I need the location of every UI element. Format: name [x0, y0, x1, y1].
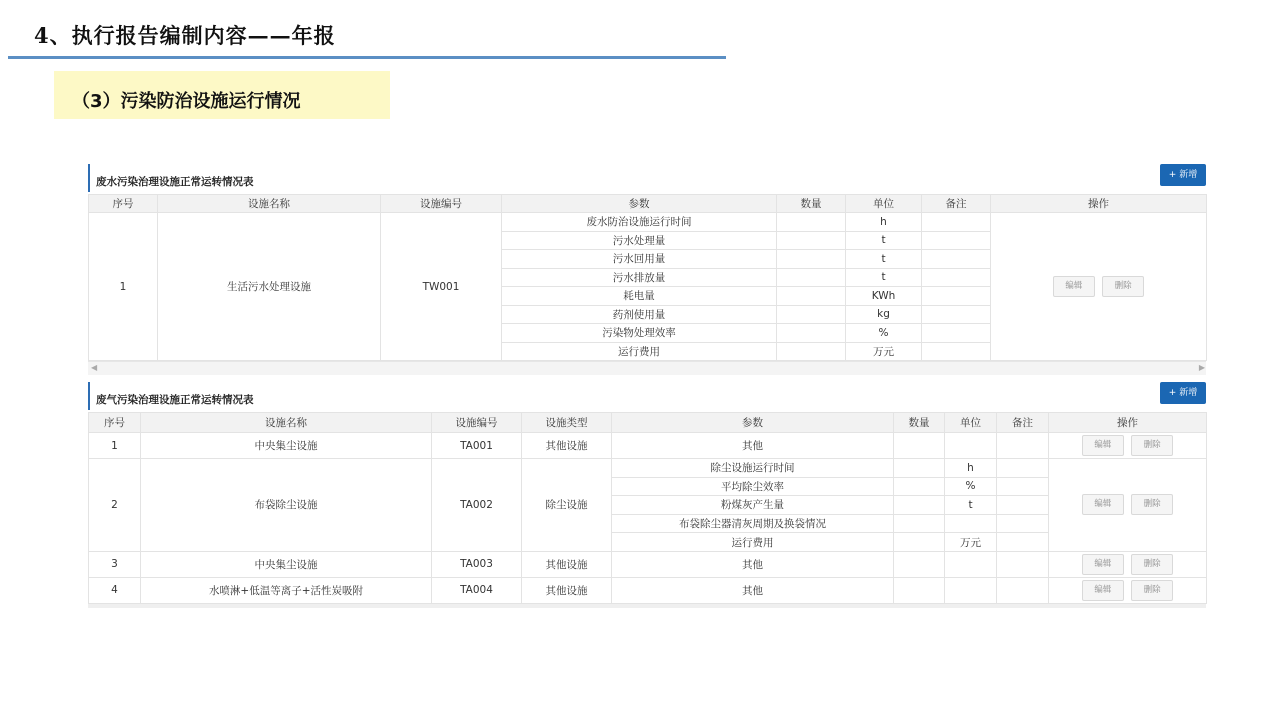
param-qty — [777, 287, 846, 306]
param-remark — [922, 305, 991, 324]
param-remark — [997, 433, 1049, 459]
section-accent-bar — [88, 382, 90, 410]
table-header-row — [89, 195, 1207, 213]
param-name: 废水防治设施运行时间 — [502, 213, 777, 232]
plus-icon: + — [1168, 388, 1177, 398]
facility-name: 生活污水处理设施 — [158, 213, 381, 361]
column-header: 设施编号 — [381, 195, 502, 213]
column-header: 参数 — [612, 413, 894, 433]
param-qty — [894, 477, 945, 496]
table-row — [89, 551, 1207, 577]
row-seq: 2 — [89, 459, 141, 552]
row-seq: 4 — [89, 577, 141, 603]
edit-button[interactable]: 编辑 — [1082, 435, 1124, 456]
wastegas-table-title: 废气污染治理设施正常运转情况表 — [96, 394, 254, 406]
wastegas-table — [88, 412, 1207, 604]
scroll-right-icon[interactable]: ▶ — [1198, 363, 1205, 372]
column-header: 设施类型 — [522, 413, 612, 433]
title-underline — [8, 56, 726, 59]
param-remark — [922, 268, 991, 287]
column-header: 操作 — [1049, 413, 1207, 433]
param-qty — [777, 268, 846, 287]
param-unit — [945, 551, 997, 577]
facility-code: TA004 — [432, 577, 522, 603]
column-header: 操作 — [991, 195, 1207, 213]
param-unit: t — [846, 250, 922, 269]
column-header: 设施名称 — [158, 195, 381, 213]
wastegas-panel-header — [88, 382, 1206, 412]
delete-button[interactable]: 删除 — [1131, 494, 1173, 515]
param-remark — [997, 577, 1049, 603]
param-unit: % — [846, 324, 922, 343]
param-qty — [894, 577, 945, 603]
subtitle-box — [54, 71, 390, 119]
wastewater-table — [88, 194, 1207, 361]
param-unit — [945, 577, 997, 603]
column-header: 数量 — [894, 413, 945, 433]
column-header: 序号 — [89, 413, 141, 433]
param-remark — [997, 459, 1049, 478]
param-remark — [997, 477, 1049, 496]
param-qty — [894, 496, 945, 515]
param-remark — [997, 551, 1049, 577]
param-name: 平均除尘效率 — [612, 477, 894, 496]
wastewater-panel — [88, 164, 1206, 375]
param-unit: 万元 — [846, 342, 922, 361]
column-header: 参数 — [502, 195, 777, 213]
delete-button[interactable]: 删除 — [1131, 554, 1173, 575]
param-name: 其他 — [612, 433, 894, 459]
param-name: 除尘设施运行时间 — [612, 459, 894, 478]
edit-button[interactable]: 编辑 — [1053, 276, 1095, 297]
param-remark — [997, 496, 1049, 515]
slide-title: 4、执行报告编制内容——年报 — [34, 23, 336, 48]
param-name: 污水回用量 — [502, 250, 777, 269]
param-qty — [777, 305, 846, 324]
param-unit: h — [846, 213, 922, 232]
facility-name: 中央集尘设施 — [141, 551, 432, 577]
wastewater-panel-header — [88, 164, 1206, 194]
param-name: 污水处理量 — [502, 231, 777, 250]
table-bottom-scrollbar[interactable] — [88, 604, 1206, 608]
column-header: 设施名称 — [141, 413, 432, 433]
param-unit — [945, 433, 997, 459]
facility-code: TA002 — [432, 459, 522, 552]
param-name: 运行费用 — [502, 342, 777, 361]
param-unit: t — [846, 268, 922, 287]
row-actions — [1049, 433, 1207, 459]
edit-button[interactable]: 编辑 — [1082, 494, 1124, 515]
param-remark — [922, 231, 991, 250]
param-unit: t — [846, 231, 922, 250]
param-unit: t — [945, 496, 997, 515]
param-remark — [997, 514, 1049, 533]
param-qty — [894, 533, 945, 552]
row-actions — [1049, 459, 1207, 552]
param-name: 其他 — [612, 577, 894, 603]
column-header: 单位 — [846, 195, 922, 213]
param-name: 药剂使用量 — [502, 305, 777, 324]
param-name: 运行费用 — [612, 533, 894, 552]
param-name: 污染物处理效率 — [502, 324, 777, 343]
param-qty — [894, 514, 945, 533]
param-name: 耗电量 — [502, 287, 777, 306]
edit-button[interactable]: 编辑 — [1082, 554, 1124, 575]
param-unit: % — [945, 477, 997, 496]
param-qty — [777, 342, 846, 361]
param-name: 污水排放量 — [502, 268, 777, 287]
param-qty — [777, 324, 846, 343]
param-qty — [894, 459, 945, 478]
plus-icon: + — [1168, 170, 1177, 180]
param-name: 其他 — [612, 551, 894, 577]
param-qty — [777, 231, 846, 250]
section-accent-bar — [88, 164, 90, 192]
facility-code: TA003 — [432, 551, 522, 577]
facility-code: TA001 — [432, 433, 522, 459]
table-row — [89, 213, 1207, 232]
param-qty — [894, 433, 945, 459]
param-unit — [945, 514, 997, 533]
delete-button[interactable]: 删除 — [1131, 435, 1173, 456]
param-remark — [997, 533, 1049, 552]
table-header-row — [89, 413, 1207, 433]
column-header: 单位 — [945, 413, 997, 433]
param-name: 粉煤灰产生量 — [612, 496, 894, 515]
param-unit: 万元 — [945, 533, 997, 552]
param-remark — [922, 250, 991, 269]
param-name: 布袋除尘器清灰周期及换袋情况 — [612, 514, 894, 533]
row-actions — [991, 213, 1207, 361]
row-seq: 1 — [89, 433, 141, 459]
param-qty — [894, 551, 945, 577]
param-unit: KWh — [846, 287, 922, 306]
param-remark — [922, 342, 991, 361]
column-header: 设施编号 — [432, 413, 522, 433]
facility-code: TW001 — [381, 213, 502, 361]
param-qty — [777, 250, 846, 269]
table-row — [89, 459, 1207, 478]
row-seq: 1 — [89, 213, 158, 361]
wastewater-table-title: 废水污染治理设施正常运转情况表 — [96, 176, 254, 188]
row-actions — [1049, 551, 1207, 577]
column-header: 备注 — [997, 413, 1049, 433]
edit-button[interactable]: 编辑 — [1082, 580, 1124, 601]
delete-button[interactable]: 删除 — [1102, 276, 1144, 297]
horizontal-scrollbar[interactable] — [88, 361, 1206, 375]
subtitle: （3）污染防治设施运行情况 — [72, 91, 301, 112]
table-row — [89, 433, 1207, 459]
wastewater-add-button[interactable]: + 新增 — [1160, 164, 1206, 186]
facility-type: 其他设施 — [522, 577, 612, 603]
facility-type: 其他设施 — [522, 433, 612, 459]
param-remark — [922, 287, 991, 306]
row-seq: 3 — [89, 551, 141, 577]
wastegas-panel — [88, 382, 1206, 608]
param-unit: kg — [846, 305, 922, 324]
facility-type: 其他设施 — [522, 551, 612, 577]
column-header: 数量 — [777, 195, 846, 213]
param-remark — [922, 324, 991, 343]
column-header: 备注 — [922, 195, 991, 213]
delete-button[interactable]: 删除 — [1131, 580, 1173, 601]
param-remark — [922, 213, 991, 232]
facility-name: 中央集尘设施 — [141, 433, 432, 459]
scroll-left-icon[interactable]: ◀ — [91, 363, 98, 372]
facility-type: 除尘设施 — [522, 459, 612, 552]
facility-name: 布袋除尘设施 — [141, 459, 432, 552]
column-header: 序号 — [89, 195, 158, 213]
param-qty — [777, 213, 846, 232]
row-actions — [1049, 577, 1207, 603]
table-row — [89, 577, 1207, 603]
param-unit: h — [945, 459, 997, 478]
facility-name: 水喷淋+低温等离子+活性炭吸附 — [141, 577, 432, 603]
wastegas-add-button[interactable]: + 新增 — [1160, 382, 1206, 404]
